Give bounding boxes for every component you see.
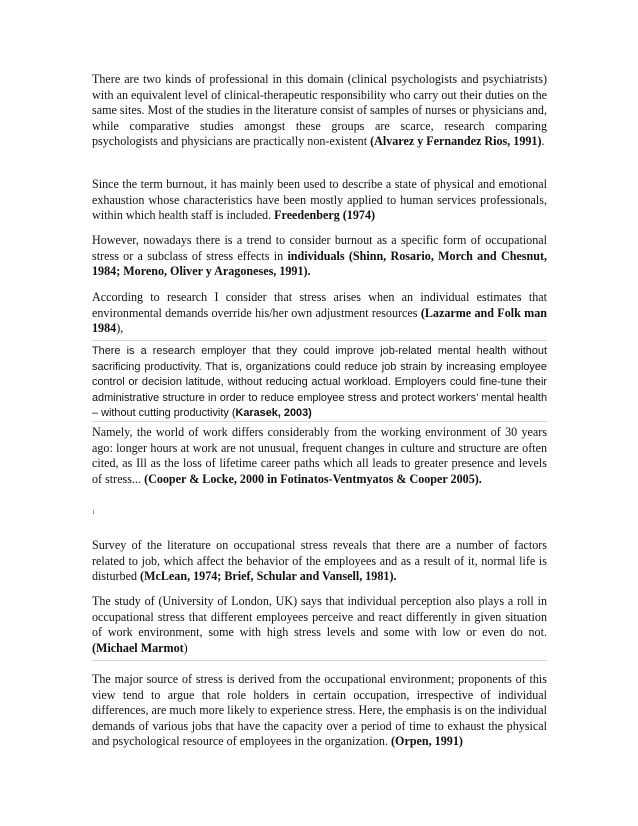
paragraph-survey: Survey of the literature on occupational stress reveals that there are a number of factors related to job, which affect the behavior of the employees and as a result of it, normal life is disturbed (McLean, 1974; Brief, Schular and Vansell, 1981). bbox=[92, 538, 547, 584]
divider bbox=[92, 340, 547, 341]
citation: (McLean, 1974; Brief, Schular and Vansell, 1981). bbox=[140, 569, 397, 584]
paragraph-stress-arises: According to research I consider that stress arises when an individual estimates that environmental demands override his/her own adjustment resources (Lazarme and Folk man 1984), bbox=[92, 290, 547, 336]
paragraph-karasek: There is a research employer that they could improve job-related mental health without sacrificing productivity. That is, organizations could reduce job strain by increasing employee control or decision latitude, without reducing actual workload. Employers could fine-tune their administrative structure in order to reduce employee stress and protect workers’ mental health – without cutting productivity (Karasek, 2003) bbox=[92, 345, 547, 420]
divider bbox=[92, 421, 547, 422]
paragraph-university-london: The study of (University of London, UK) says that individual perception also plays a roll in occupational stress that different employees perceive and react differently in given situation of work environment, some with high stress levels and some with low or even do not. (Michael Marmot) bbox=[92, 594, 547, 655]
divider bbox=[92, 660, 547, 661]
citation: (Cooper & Locke, 2000 in Fotinatos-Ventmyatos & Cooper 2005). bbox=[144, 471, 482, 486]
footnote-marker: 1 bbox=[92, 510, 95, 516]
citation: (Orpen, 1991) bbox=[391, 734, 463, 749]
citation: (Alvarez y Fernandez Rios, 1991) bbox=[370, 134, 542, 149]
citation: individuals (Shinn, Rosario, Morch and Chesnut, 1984; Moreno, Oliver y Aragoneses, 1991). bbox=[92, 248, 547, 279]
citation: Karasek, 2003) bbox=[235, 407, 312, 420]
citation: Freedenberg (1974) bbox=[274, 208, 376, 223]
citation: (Michael Marmot bbox=[92, 640, 184, 655]
paragraph-burnout-definition: Since the term burnout, it has mainly been used to describe a state of physical and emotional exhaustion whose characteristics have been mostly applied to human services professionals, within which health staff is included. Freedenberg (1974) bbox=[92, 177, 547, 223]
paragraph-burnout-stress: However, nowadays there is a trend to consider burnout as a specific form of occupational stress or a subclass of stress effects in individuals (Shinn, Rosario, Morch and Chesnut, 1984; Moreno, Oliver y Aragoneses, 1991). bbox=[92, 233, 547, 279]
paragraph-occupational-environment: The major source of stress is derived from the occupational environment; proponents of this view tend to argue that role holders in certain occupation, irrespective of individual differences, are much more likely to experience stress. Here, the emphasis is on the individual demands of various jobs that have the capacity over a period of time to exhaust the physical and psychological resource of employees in the organization. (Orpen, 1991) bbox=[92, 672, 547, 749]
paragraph-professionals: There are two kinds of professional in this domain (clinical psychologists and psychiatrists) with an equivalent level of clinical-therapeutic responsibility who carry out their duties on the same sites. Most of the studies in the literature consist of samples of nurses or physicians and, while comparative studies amongst these groups are scarce, research comparing psychologists and physicians are practically non-existent (Alvarez y Fernandez Rios, 1991). bbox=[92, 72, 547, 149]
paragraph-world-of-work: Namely, the world of work differs considerably from the working environment of 30 years ago: longer hours at work are not unusual, frequent changes in culture and structure are often cited, as Ill as the loss of lifetime career paths which all leads to greater presence and levels of stress... (Cooper & Locke, 2000 in Fotinatos-Ventmyatos & Cooper 2005). bbox=[92, 425, 547, 486]
citation: (Lazarme and Folk man 1984 bbox=[92, 305, 547, 336]
